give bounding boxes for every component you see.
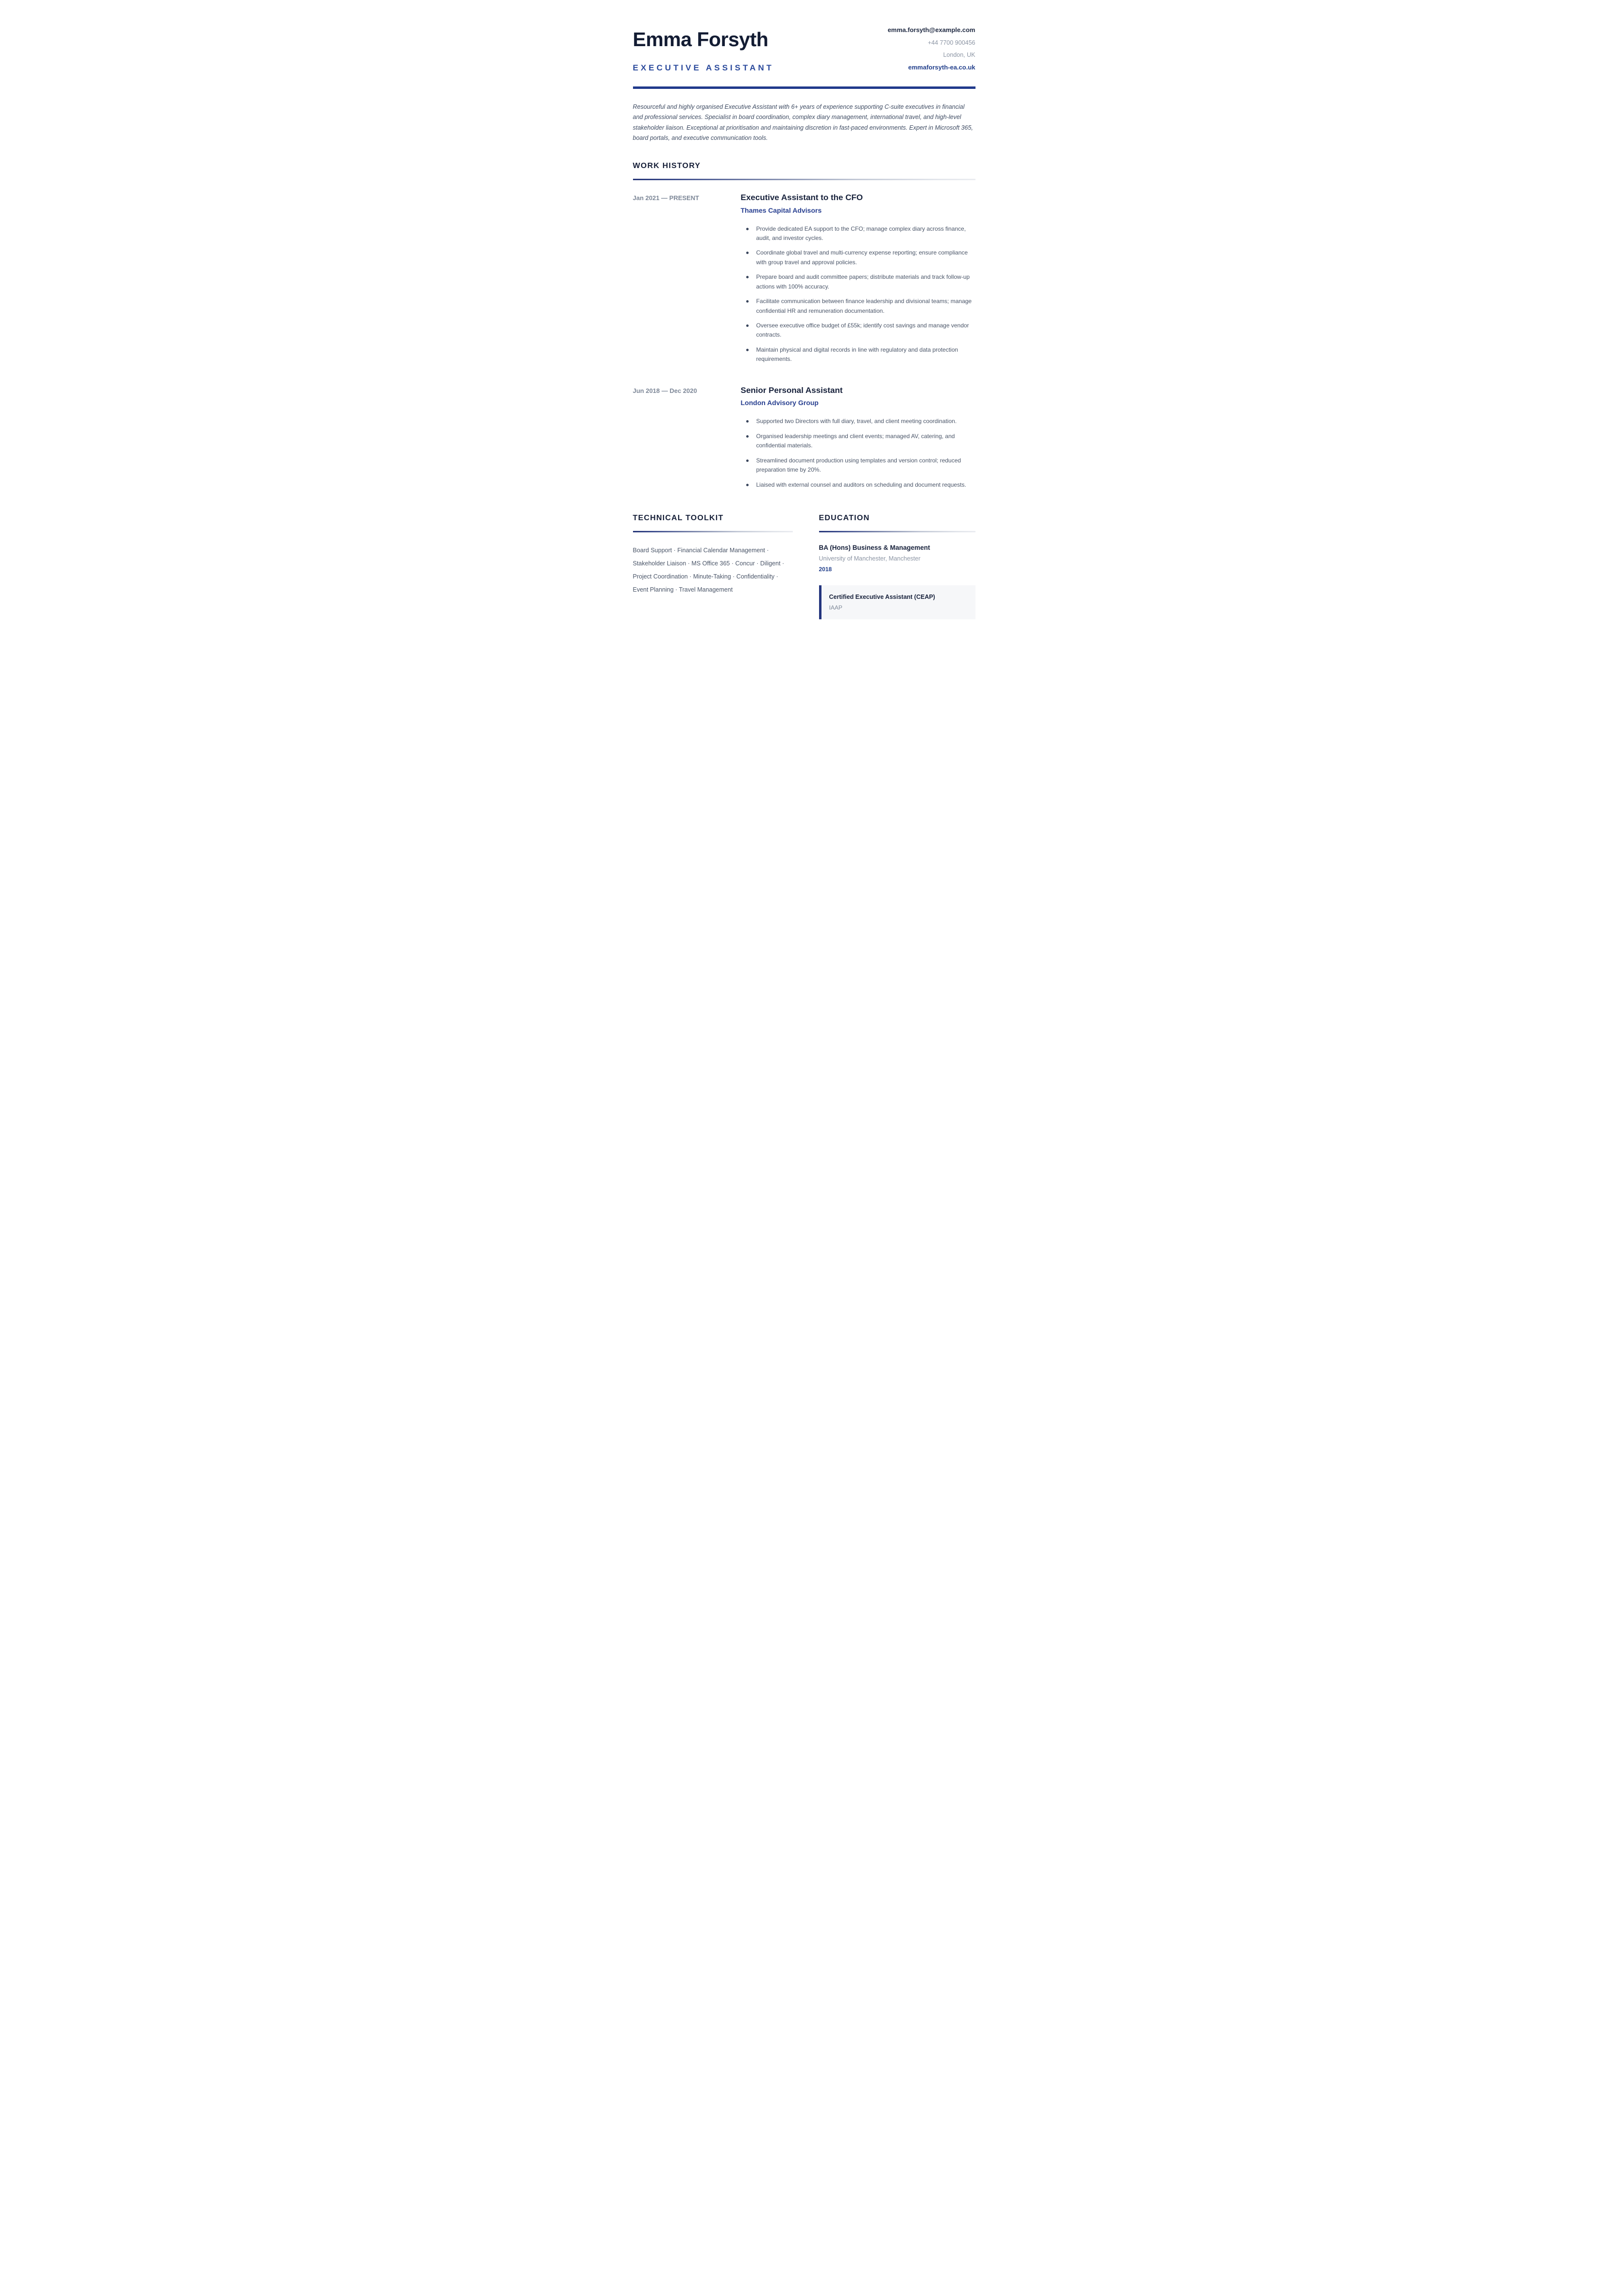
- header-accent-bar: [633, 86, 975, 89]
- job-company: London Advisory Group: [740, 399, 819, 407]
- job-bullet: Provide dedicated EA support to the CFO; manage complex diary across finance, audit, and investor cycles.: [746, 224, 975, 243]
- bottom-columns: [633, 514, 975, 619]
- work-history-section: [633, 162, 975, 490]
- job-company: Thames Capital Advisors: [740, 206, 822, 214]
- job-bullet: Maintain physical and digital records in line with regulatory and data protection requirements.: [746, 345, 975, 364]
- job-bullet: Streamlined document production using templates and version control; reduced preparation time by 20%.: [746, 456, 975, 475]
- job-bullet: Coordinate global travel and multi-currency expense reporting; ensure compliance with group travel and approval policies.: [746, 248, 975, 267]
- contact-block: [888, 24, 975, 77]
- education-year: 2018: [819, 565, 832, 573]
- contact-location: London, UK: [943, 51, 975, 58]
- job-bullet: Organised leadership meetings and client events; managed AV, catering, and confidential materials.: [746, 432, 975, 451]
- job-bullet: Facilitate communication between finance leadership and divisional teams; manage confidential HR and remuneration documentation.: [746, 297, 975, 316]
- work-history-divider: [633, 179, 975, 180]
- person-name: Emma Forsyth: [633, 28, 769, 51]
- resume-page: [603, 0, 1005, 639]
- job-entry: [633, 386, 975, 490]
- email-link[interactable]: emma.forsyth@example.com: [888, 26, 975, 34]
- job-bullet: Prepare board and audit committee papers; distribute materials and track follow-up actions with 100% accuracy.: [746, 272, 975, 291]
- job-bullet: Liaised with external counsel and auditors on scheduling and document requests.: [746, 480, 975, 490]
- professional-summary: Resourceful and highly organised Executive Assistant with 6+ years of experience supporting C-suite executives in financial and professional services. Specialist in board coordination, complex diary management, international travel, and high-level stakeholder liaison. Exceptional at prioritisation and maintaining discretion in fast-paced environments. Expert in Microsoft 365, board portals, and executive communication tools.: [633, 103, 973, 141]
- job-bullet: Oversee executive office budget of £55k; identify cost savings and manage vendor contracts.: [746, 321, 975, 340]
- job-title: Senior Personal Assistant: [740, 385, 843, 395]
- job-entry: [633, 193, 975, 364]
- education-title: EDUCATION: [819, 513, 870, 522]
- job-bullet-list: [741, 224, 975, 364]
- certification-card: [819, 585, 975, 619]
- website-link[interactable]: emmaforsyth-ea.co.uk: [908, 64, 975, 71]
- education-degree: BA (Hons) Business & Management: [819, 544, 930, 551]
- header-identity: [633, 24, 774, 73]
- job-title: Executive Assistant to the CFO: [740, 193, 863, 202]
- technical-toolkit-title: TECHNICAL TOOLKIT: [633, 513, 724, 522]
- education-divider: [819, 531, 975, 532]
- job-dates: Jun 2018 — Dec 2020: [633, 387, 697, 394]
- job-bullet: Supported two Directors with full diary, travel, and client meeting coordination.: [746, 417, 975, 426]
- person-role: EXECUTIVE ASSISTANT: [633, 63, 774, 73]
- skills-list: Board Support · Financial Calendar Management · Stakeholder Liaison · MS Office 365 · Concur · Diligent · Project Coordination · Minute-Taking · Confidentiality · Event Planning · Travel Management: [633, 546, 785, 593]
- certification-issuer: IAAP: [829, 604, 842, 611]
- technical-toolkit-divider: [633, 531, 793, 532]
- job-details: [741, 386, 975, 490]
- header: [633, 24, 975, 77]
- education-school: University of Manchester, Manchester: [819, 555, 921, 562]
- job-bullet-list: [741, 417, 975, 490]
- certification-title: Certified Executive Assistant (CEAP): [829, 593, 935, 600]
- contact-email-line: [888, 26, 975, 34]
- job-details: [741, 193, 975, 364]
- job-dates: Jan 2021 — PRESENT: [633, 194, 700, 202]
- contact-website-line: [888, 64, 975, 71]
- contact-phone: +44 7700 900456: [927, 39, 975, 46]
- technical-toolkit-section: [633, 514, 793, 619]
- work-history-title: WORK HISTORY: [633, 162, 701, 170]
- education-section: [819, 514, 975, 619]
